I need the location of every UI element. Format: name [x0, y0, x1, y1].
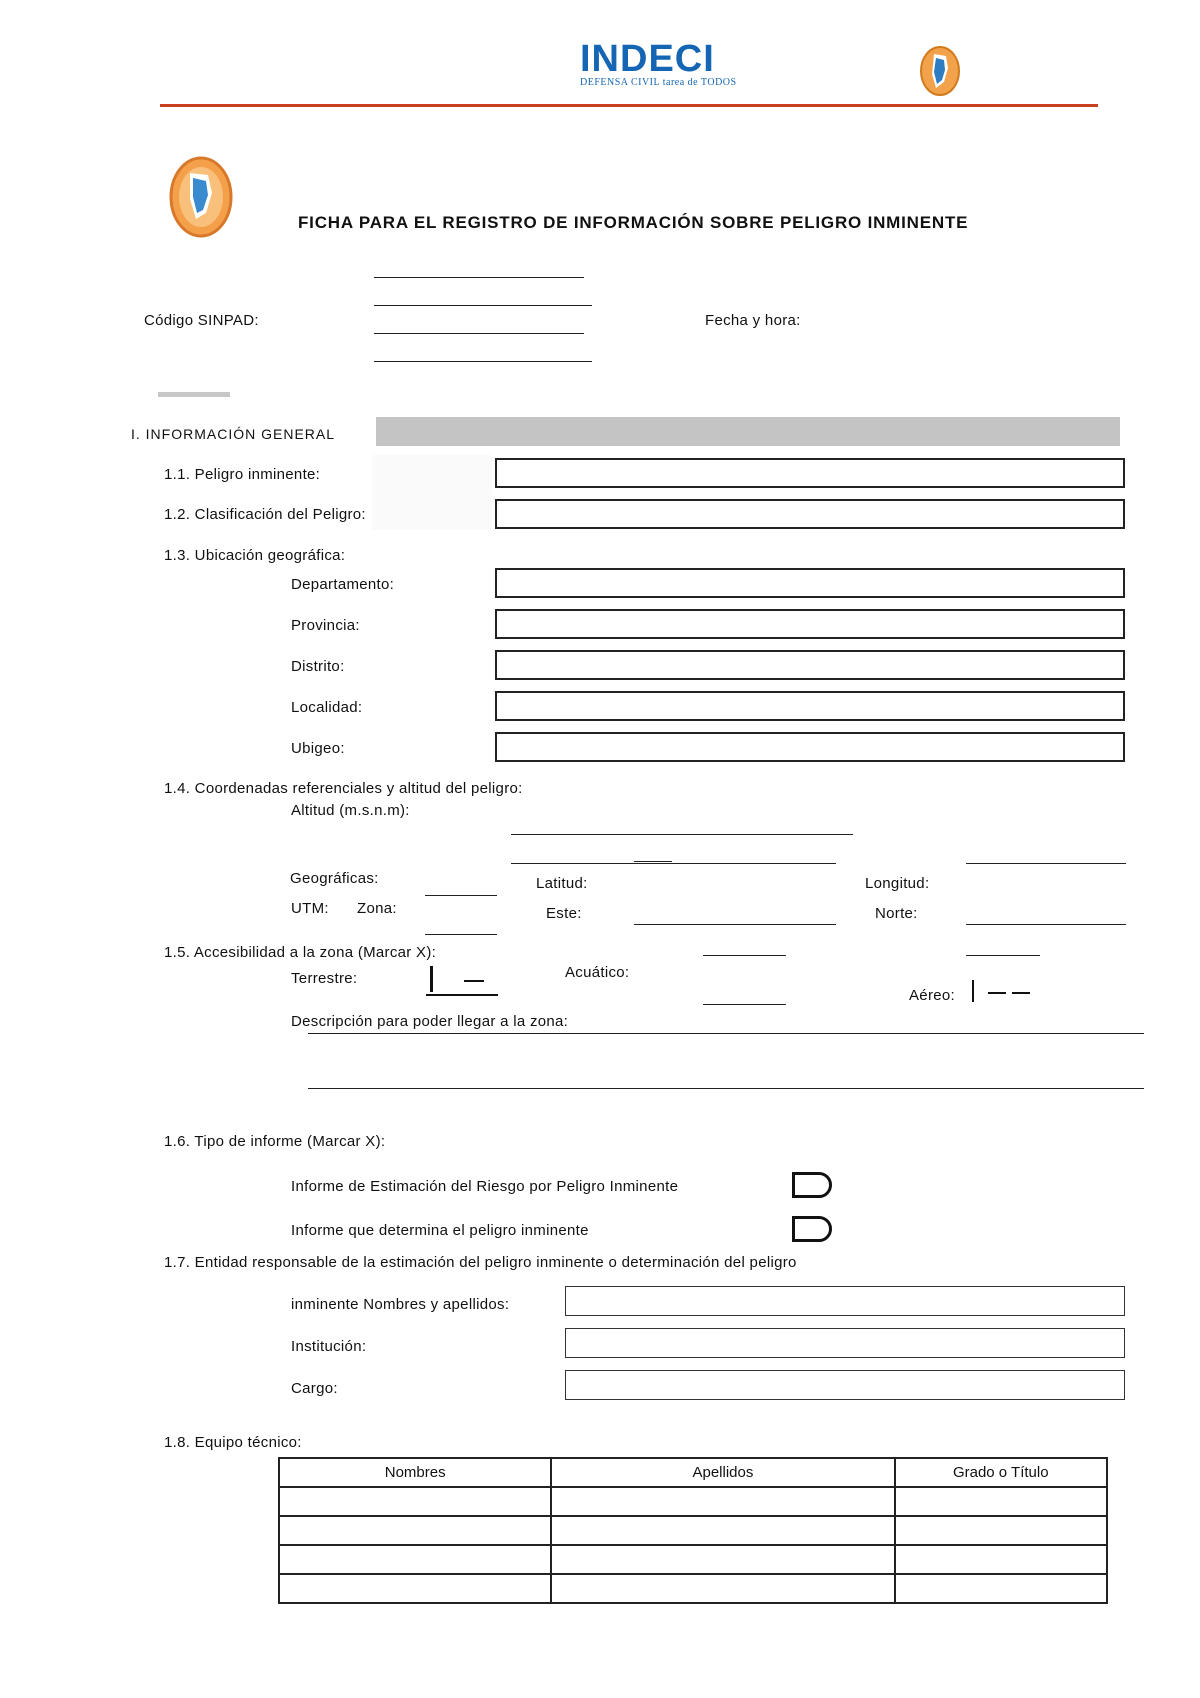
team-table-header — [279, 1458, 1107, 1487]
descripcion-line-2[interactable] — [308, 1088, 1144, 1089]
longitud-label: Longitud: — [865, 875, 930, 892]
section-bar — [376, 417, 1120, 446]
header-apellidos: Apellidos — [551, 1458, 894, 1487]
brand-name: INDECI — [580, 38, 715, 80]
departamento-field[interactable] — [495, 568, 1125, 598]
longitud-top-line[interactable] — [966, 863, 1126, 864]
table-cell[interactable] — [895, 1487, 1108, 1516]
codigo-label: Código SINPAD: — [144, 312, 259, 329]
provincia-field[interactable] — [495, 609, 1125, 639]
q1-5-label: 1.5. Accesibilidad a la zona (Marcar X): — [164, 944, 437, 961]
clasificacion-field[interactable] — [495, 499, 1125, 529]
aereo-top-line — [966, 955, 1040, 956]
q1-7-label: 1.7. Entidad responsable de la estimación del peligro inminente o determinación del peligro — [164, 1254, 797, 1271]
zona-line[interactable] — [425, 934, 497, 935]
informe-1-label: Informe de Estimación del Riesgo por Peligro Inminente — [291, 1178, 679, 1195]
brand-subtitle: DEFENSA CIVIL tarea de TODOS — [580, 77, 737, 88]
table-row — [279, 1487, 1107, 1516]
distrito-field[interactable] — [495, 650, 1125, 680]
table-cell[interactable] — [279, 1574, 551, 1603]
altitud-line[interactable] — [511, 834, 853, 835]
q1-1-label: 1.1. Peligro inminente: — [164, 466, 321, 483]
header-grado: Grado o Título — [895, 1458, 1108, 1487]
latitud-top-line[interactable] — [511, 863, 836, 864]
informe-1-checkbox[interactable] — [792, 1172, 832, 1198]
form-title: FICHA PARA EL REGISTRO DE INFORMACIÓN SOBRE PELIGRO INMINENTE — [298, 213, 969, 232]
acuatico-checkbox[interactable] — [703, 1004, 786, 1005]
zona-label: Zona: — [357, 900, 397, 917]
utm-label: UTM: — [291, 900, 329, 917]
terrestre-checkbox[interactable] — [426, 964, 498, 996]
distrito-label: Distrito: — [291, 658, 345, 675]
departamento-label: Departamento: — [291, 576, 395, 593]
emblem-icon — [918, 44, 962, 98]
acuatico-top-line — [703, 955, 786, 956]
cargo-label: Cargo: — [291, 1380, 338, 1397]
latitud-label: Latitud: — [536, 875, 588, 892]
table-cell[interactable] — [279, 1487, 551, 1516]
altitud-label: Altitud (m.s.n.m): — [291, 802, 410, 819]
informe-2-checkbox[interactable] — [792, 1216, 832, 1242]
header-nombres: Nombres — [279, 1458, 551, 1487]
table-cell[interactable] — [895, 1545, 1108, 1574]
header-rule — [160, 104, 1098, 107]
table-cell[interactable] — [895, 1516, 1108, 1545]
este-line[interactable] — [634, 924, 836, 925]
latitud-mark-line — [634, 861, 672, 862]
institucion-label: Institución: — [291, 1338, 367, 1355]
nombres-apellidos-field[interactable] — [565, 1286, 1125, 1316]
informe-2-label: Informe que determina el peligro inminente — [291, 1222, 589, 1239]
table-cell[interactable] — [551, 1516, 894, 1545]
geograficas-label: Geográficas: — [290, 870, 379, 887]
peligro-field[interactable] — [495, 458, 1125, 488]
q1-8-label: 1.8. Equipo técnico: — [164, 1434, 302, 1451]
table-cell[interactable] — [551, 1545, 894, 1574]
brand-logo — [580, 38, 740, 88]
code-line-3[interactable] — [374, 333, 584, 334]
section-title: I. INFORMACIÓN GENERAL — [131, 426, 336, 442]
fecha-label: Fecha y hora: — [705, 312, 801, 329]
aereo-label: Aéreo: — [909, 987, 955, 1004]
q1-3-label: 1.3. Ubicación geográfica: — [164, 547, 346, 564]
table-row — [279, 1516, 1107, 1545]
seal-icon — [168, 155, 234, 239]
provincia-label: Provincia: — [291, 617, 360, 634]
code-line-4[interactable] — [374, 361, 592, 362]
este-label: Este: — [546, 905, 582, 922]
descripcion-label: Descripción para poder llegar a la zona: — [291, 1013, 569, 1030]
q1-4-label: 1.4. Coordenadas referenciales y altitud del peligro: — [164, 780, 523, 797]
cargo-field[interactable] — [565, 1370, 1125, 1400]
terrestre-label: Terrestre: — [291, 970, 358, 987]
aereo-checkbox[interactable] — [968, 978, 1034, 1004]
acuatico-label: Acuático: — [565, 964, 630, 981]
norte-line[interactable] — [966, 924, 1126, 925]
table-row — [279, 1574, 1107, 1603]
table-cell[interactable] — [279, 1545, 551, 1574]
code-line-1[interactable] — [374, 277, 584, 278]
shade-block — [372, 455, 492, 530]
divider — [158, 392, 230, 397]
table-cell[interactable] — [279, 1516, 551, 1545]
nombres-apellidos-label: inminente Nombres y apellidos: — [291, 1296, 510, 1313]
table-cell[interactable] — [551, 1487, 894, 1516]
ubigeo-label: Ubigeo: — [291, 740, 345, 757]
table-row — [279, 1545, 1107, 1574]
localidad-label: Localidad: — [291, 699, 363, 716]
table-cell[interactable] — [895, 1574, 1108, 1603]
q1-2-label: 1.2. Clasificación del Peligro: — [164, 506, 366, 523]
code-line-2[interactable] — [374, 305, 592, 306]
team-table — [278, 1457, 1108, 1604]
geograficas-line[interactable] — [425, 895, 497, 896]
descripcion-line-1[interactable] — [308, 1033, 1144, 1034]
localidad-field[interactable] — [495, 691, 1125, 721]
ubigeo-field[interactable] — [495, 732, 1125, 762]
table-cell[interactable] — [551, 1574, 894, 1603]
norte-label: Norte: — [875, 905, 918, 922]
institucion-field[interactable] — [565, 1328, 1125, 1358]
q1-6-label: 1.6. Tipo de informe (Marcar X): — [164, 1133, 386, 1150]
